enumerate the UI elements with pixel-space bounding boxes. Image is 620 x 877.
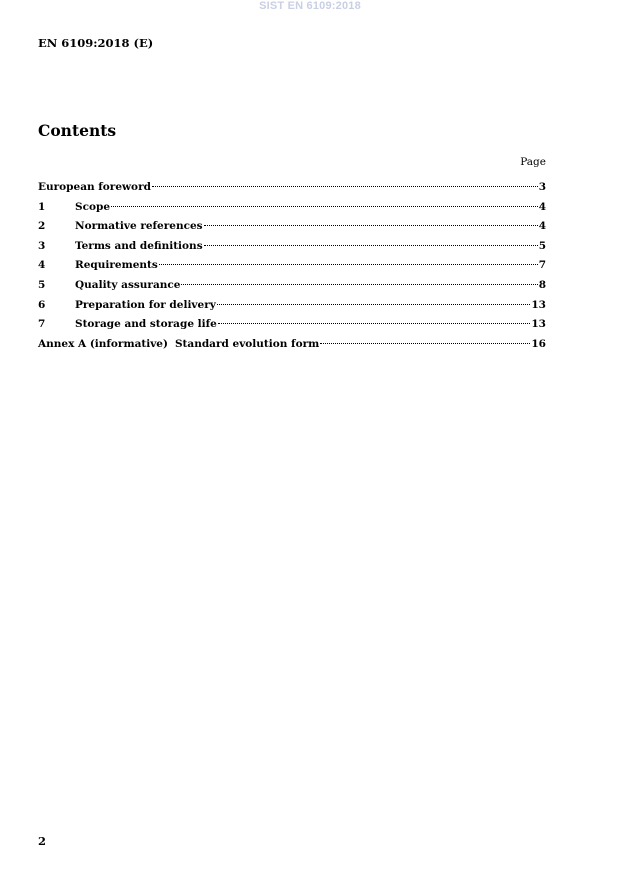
- contents-heading: Contents: [38, 121, 117, 140]
- toc-entry-normative-references[interactable]: [38, 220, 546, 240]
- annex-label: Annex A (informative): [38, 337, 168, 350]
- toc-entry-quality-assurance[interactable]: [38, 279, 546, 299]
- toc-entry-number: 4: [38, 259, 46, 272]
- toc-entry-page: 16: [531, 337, 546, 350]
- table-of-contents: [38, 181, 546, 357]
- annex-title: Standard evolution form: [174, 337, 320, 350]
- toc-entry-title: Preparation for delivery: [75, 298, 216, 311]
- toc-entry-page: 8: [538, 278, 546, 291]
- toc-entry-number: 1: [38, 200, 46, 213]
- toc-entry-page: 13: [531, 318, 546, 331]
- toc-entry-page: 13: [531, 298, 546, 311]
- toc-leader-dots: [204, 245, 538, 246]
- toc-leader-dots: [204, 225, 538, 226]
- toc-entry-title: European foreword: [38, 181, 151, 193]
- toc-leader-dots: [181, 284, 537, 285]
- toc-entry-terms-and-definitions[interactable]: [38, 240, 546, 260]
- toc-leader-dots: [152, 186, 538, 187]
- toc-entry-page: 3: [538, 181, 546, 193]
- toc-entry-title: Storage and storage life: [75, 318, 217, 331]
- page-column-label: Page: [520, 156, 546, 168]
- toc-entry-number: 2: [38, 220, 46, 233]
- toc-entry-preparation-for-delivery[interactable]: [38, 299, 546, 319]
- document-id: EN 6109:2018 (E): [38, 36, 154, 50]
- toc-entry-title: Quality assurance: [75, 278, 181, 291]
- toc-entry-scope[interactable]: [38, 201, 546, 221]
- toc-entry-title: [38, 338, 319, 350]
- toc-entry-title: Requirements: [75, 259, 158, 272]
- toc-leader-dots: [159, 264, 538, 265]
- toc-entry-number: 7: [38, 318, 46, 331]
- toc-entry-foreword[interactable]: [38, 181, 546, 201]
- toc-entry-page: 7: [538, 259, 546, 272]
- toc-entry-title: Terms and definitions: [75, 239, 203, 252]
- toc-entry-number: 3: [38, 239, 46, 252]
- toc-leader-dots: [217, 304, 531, 305]
- toc-leader-dots: [111, 206, 538, 207]
- toc-leader-dots: [320, 343, 530, 344]
- toc-entry-page: 4: [538, 200, 546, 213]
- toc-entry-title: Normative references: [75, 220, 203, 233]
- toc-entry-page: 4: [538, 220, 546, 233]
- toc-entry-requirements[interactable]: [38, 259, 546, 279]
- toc-leader-dots: [218, 323, 531, 324]
- toc-entry-number: 5: [38, 278, 46, 291]
- toc-entry-storage[interactable]: [38, 318, 546, 338]
- page-number: 2: [38, 834, 47, 848]
- toc-entry-annex-a[interactable]: [38, 338, 546, 358]
- toc-entry-title: Scope: [75, 200, 111, 213]
- toc-entry-page: 5: [538, 239, 546, 252]
- toc-entry-number: 6: [38, 298, 46, 311]
- watermark: SIST EN 6109:2018: [259, 0, 361, 12]
